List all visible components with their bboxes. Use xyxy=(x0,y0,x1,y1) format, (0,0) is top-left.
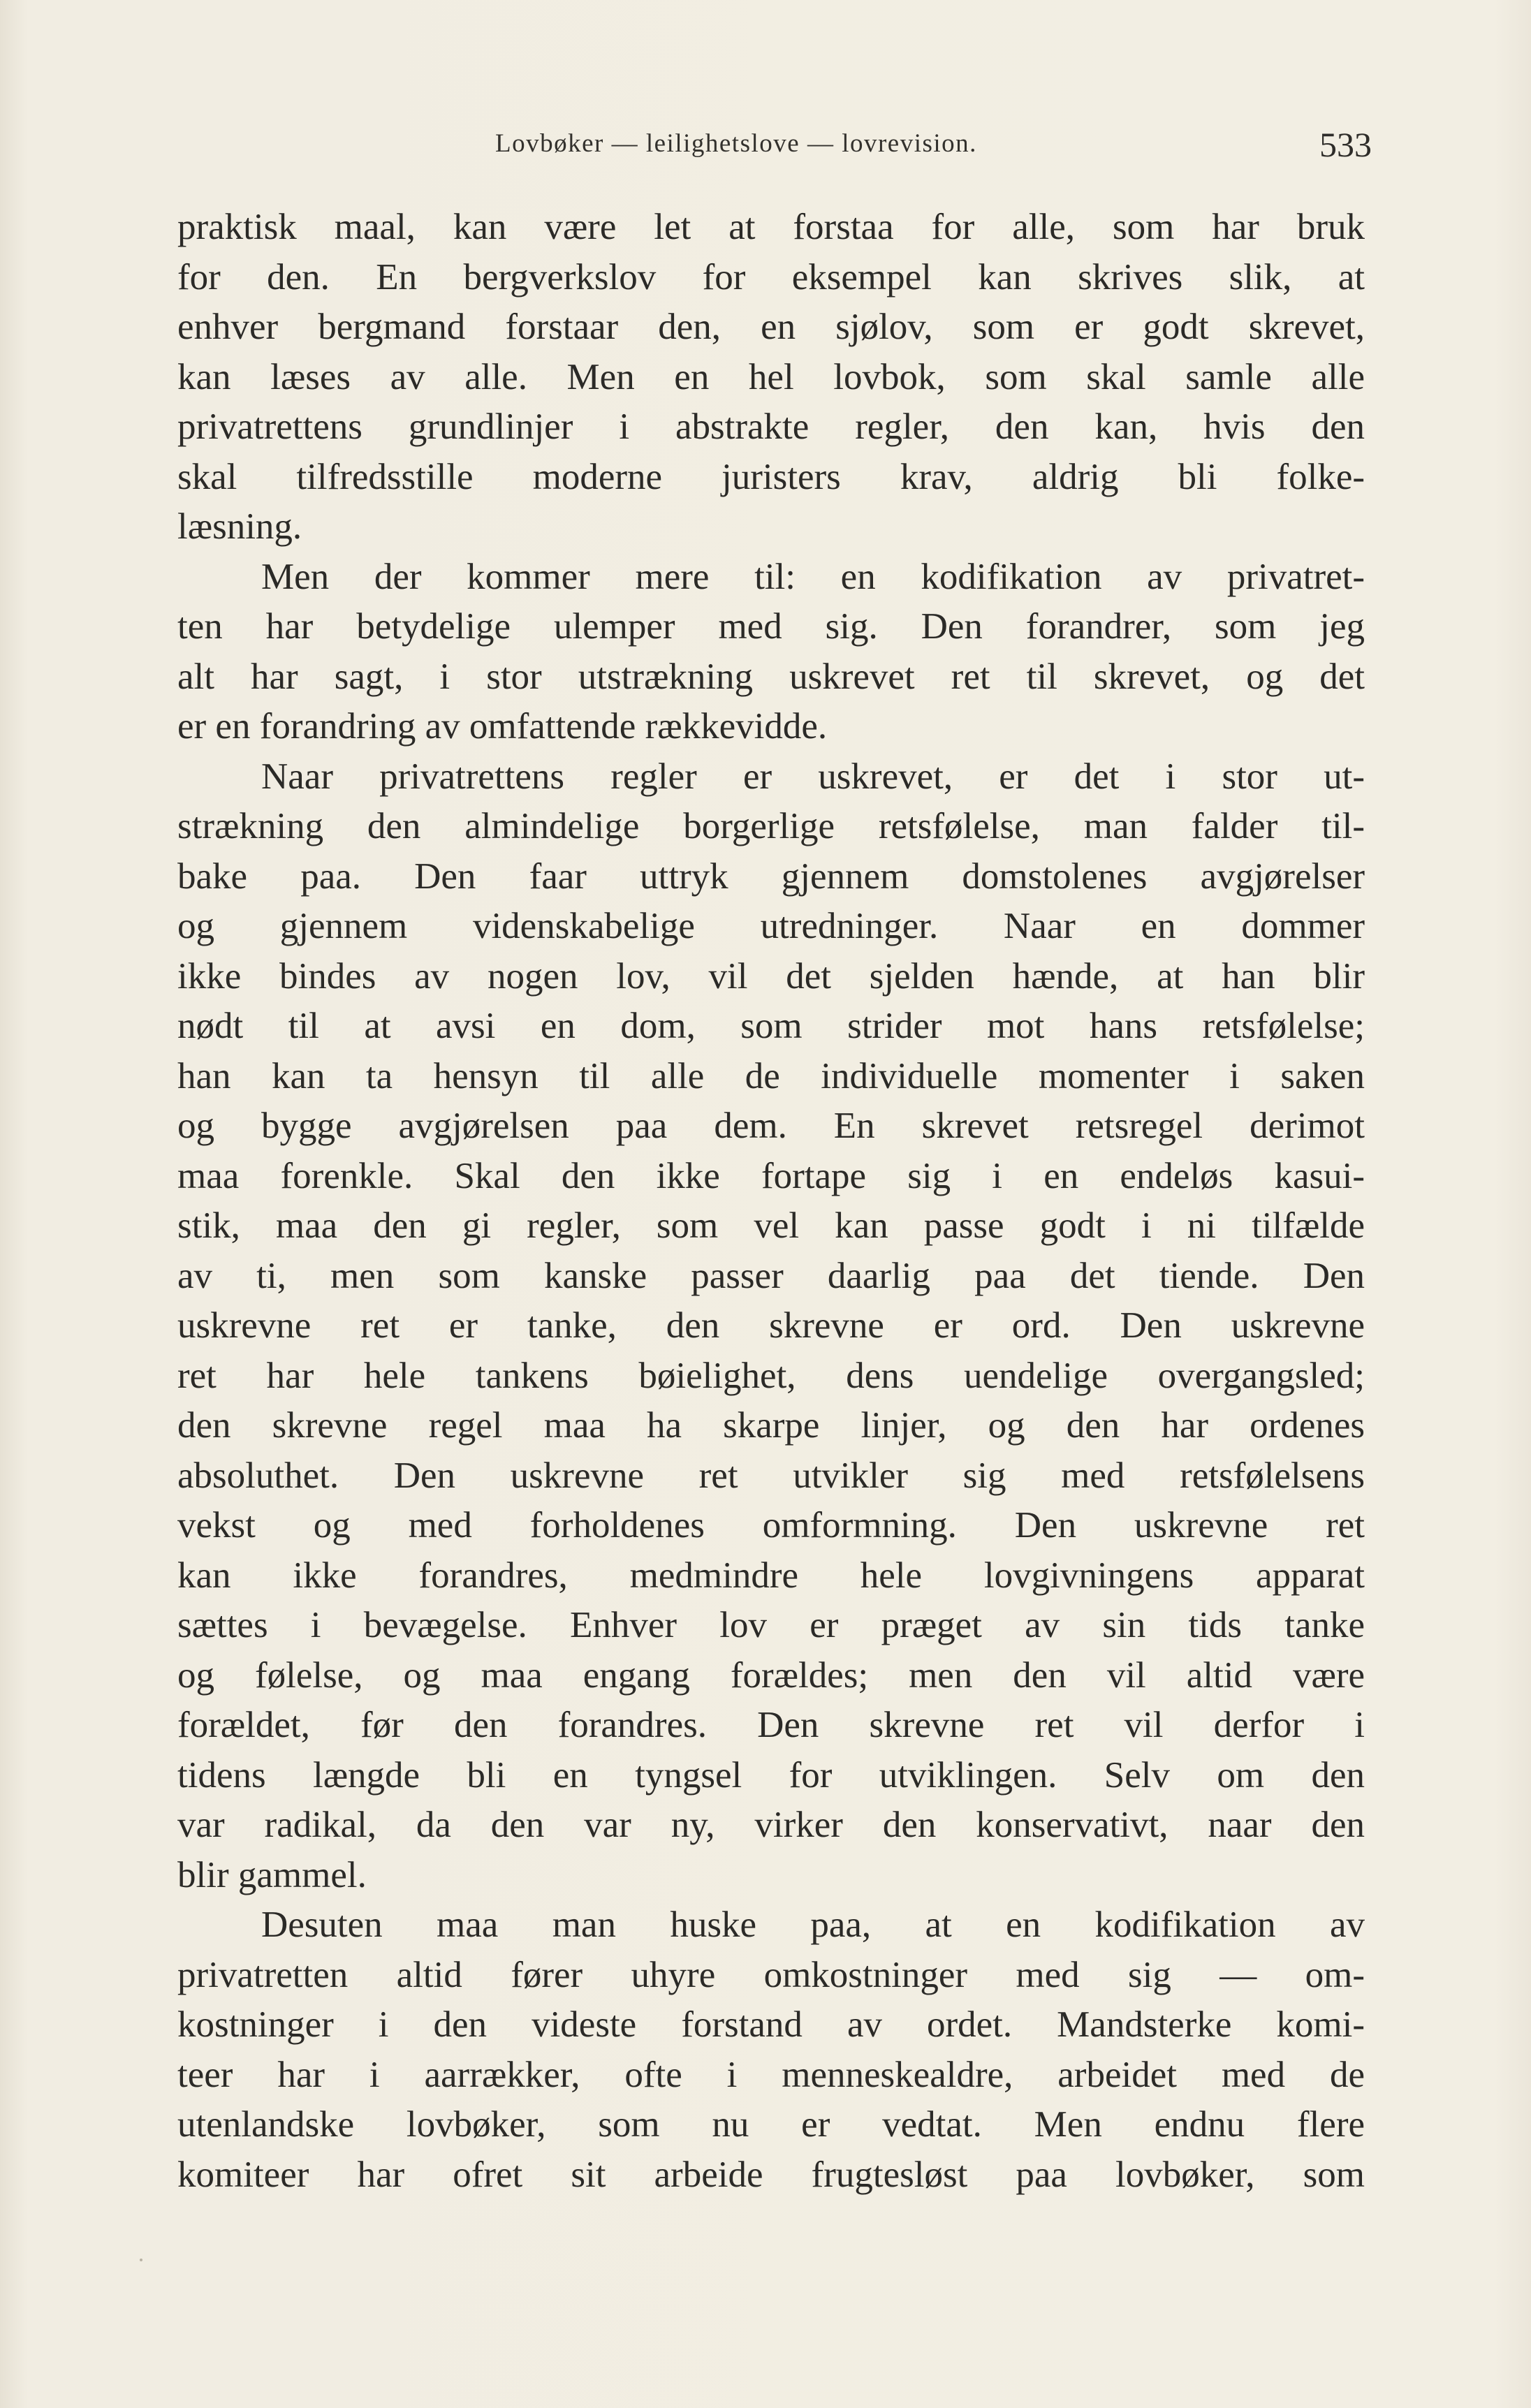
text-line: nødt til at avsi en dom, som strider mot hans retsfølelse; xyxy=(177,1006,1365,1046)
text-line: forældet, før den forandres. Den skrevne ret vil derfor i xyxy=(177,1705,1365,1745)
text-line: vekst og med forholdenes omformning. Den uskrevne ret xyxy=(177,1505,1365,1546)
text-line: og bygge avgjørelsen paa dem. En skrevet retsregel derimot xyxy=(177,1106,1365,1146)
text-line: kostninger i den videste forstand av ordet. Mandsterke komi- xyxy=(177,2004,1365,2045)
text-line: han kan ta hensyn til alle de individuelle momenter i saken xyxy=(177,1055,1365,1096)
text-line: tidens længde bli en tyngsel for utviklingen. Selv om den xyxy=(177,1754,1365,1796)
text-line: absoluthet. Den uskrevne ret utvikler sig med retsfølelsens xyxy=(177,1455,1365,1496)
text-line: av ti, men som kanske passer daarlig paa det tiende. Den xyxy=(177,1255,1365,1296)
text-line: og følelse, og maa engang forældes; men den vil altid være xyxy=(177,1654,1365,1696)
text-line: privatretten altid fører uhyre omkostninger med sig — om- xyxy=(177,1954,1365,1995)
text-line: alt har sagt, i stor utstrækning uskrevet ret til skrevet, og det xyxy=(177,656,1365,697)
text-line: teer har i aarrækker, ofte i menneskealdre, arbeidet med de xyxy=(177,2054,1365,2095)
body-text xyxy=(177,203,1365,2200)
page-header xyxy=(177,124,1372,173)
page-number: 533 xyxy=(1319,125,1372,164)
text-line: kan læses av alle. Men en hel lovbok, som skal samle alle xyxy=(177,356,1365,397)
running-head: Lovbøker — leilighetslove — lovrevision. xyxy=(495,129,977,158)
text-line: er en forandring av omfattende rækkevidde. xyxy=(177,706,828,747)
text-line: blir gammel. xyxy=(177,1854,367,1895)
text-line: og gjennem videnskabelige utredninger. Naar en dommer xyxy=(177,906,1365,946)
text-line: den skrevne regel maa ha skarpe linjer, og den har ordenes xyxy=(177,1405,1365,1446)
text-line: Men der kommer mere til: en kodifikation av privatret- xyxy=(261,556,1365,597)
text-line: ten har betydelige ulemper med sig. Den forandrer, som jeg xyxy=(177,606,1365,647)
text-line: kan ikke forandres, medmindre hele lovgivningens apparat xyxy=(177,1555,1365,1596)
text-line: stik, maa den gi regler, som vel kan passe godt i ni tilfælde xyxy=(177,1205,1365,1246)
text-line: maa forenkle. Skal den ikke fortape sig i en endeløs kasui- xyxy=(177,1155,1365,1196)
text-line: utenlandske lovbøker, som nu er vedtat. Men endnu flere xyxy=(177,2104,1365,2145)
text-line: praktisk maal, kan være let at forstaa for alle, som har bruk xyxy=(177,207,1365,247)
text-line: for den. En bergverkslov for eksempel kan skrives slik, at xyxy=(177,256,1365,298)
text-line: ikke bindes av nogen lov, vil det sjelden hænde, at han blir xyxy=(177,955,1365,997)
text-line: bake paa. Den faar uttryk gjennem domstolenes avgjørelser xyxy=(177,856,1365,897)
text-line: enhver bergmand forstaar den, en sjølov, som er godt skrevet, xyxy=(177,307,1365,347)
text-line: ret har hele tankens bøielighet, dens uendelige overgangsled; xyxy=(177,1355,1365,1396)
text-line: strækning den almindelige borgerlige retsfølelse, man falder til- xyxy=(177,806,1365,846)
text-line: Naar privatrettens regler er uskrevet, er det i stor ut- xyxy=(261,756,1365,797)
text-line: privatrettens grundlinjer i abstrakte regler, den kan, hvis den xyxy=(177,406,1365,447)
text-line: var radikal, da den var ny, virker den konservativt, naar den xyxy=(177,1805,1365,1845)
text-line: Desuten maa man huske paa, at en kodifikation av xyxy=(261,1904,1365,1945)
paper-speck xyxy=(140,2259,142,2261)
text-line: skal tilfredsstille moderne juristers krav, aldrig bli folke- xyxy=(177,456,1365,497)
text-line: uskrevne ret er tanke, den skrevne er ord. Den uskrevne xyxy=(177,1305,1365,1346)
text-line: sættes i bevægelse. Enhver lov er præget av sin tids tanke xyxy=(177,1605,1365,1645)
text-line: komiteer har ofret sit arbeide frugtesløst paa lovbøker, som xyxy=(177,2154,1365,2195)
text-line: læsning. xyxy=(177,506,302,547)
